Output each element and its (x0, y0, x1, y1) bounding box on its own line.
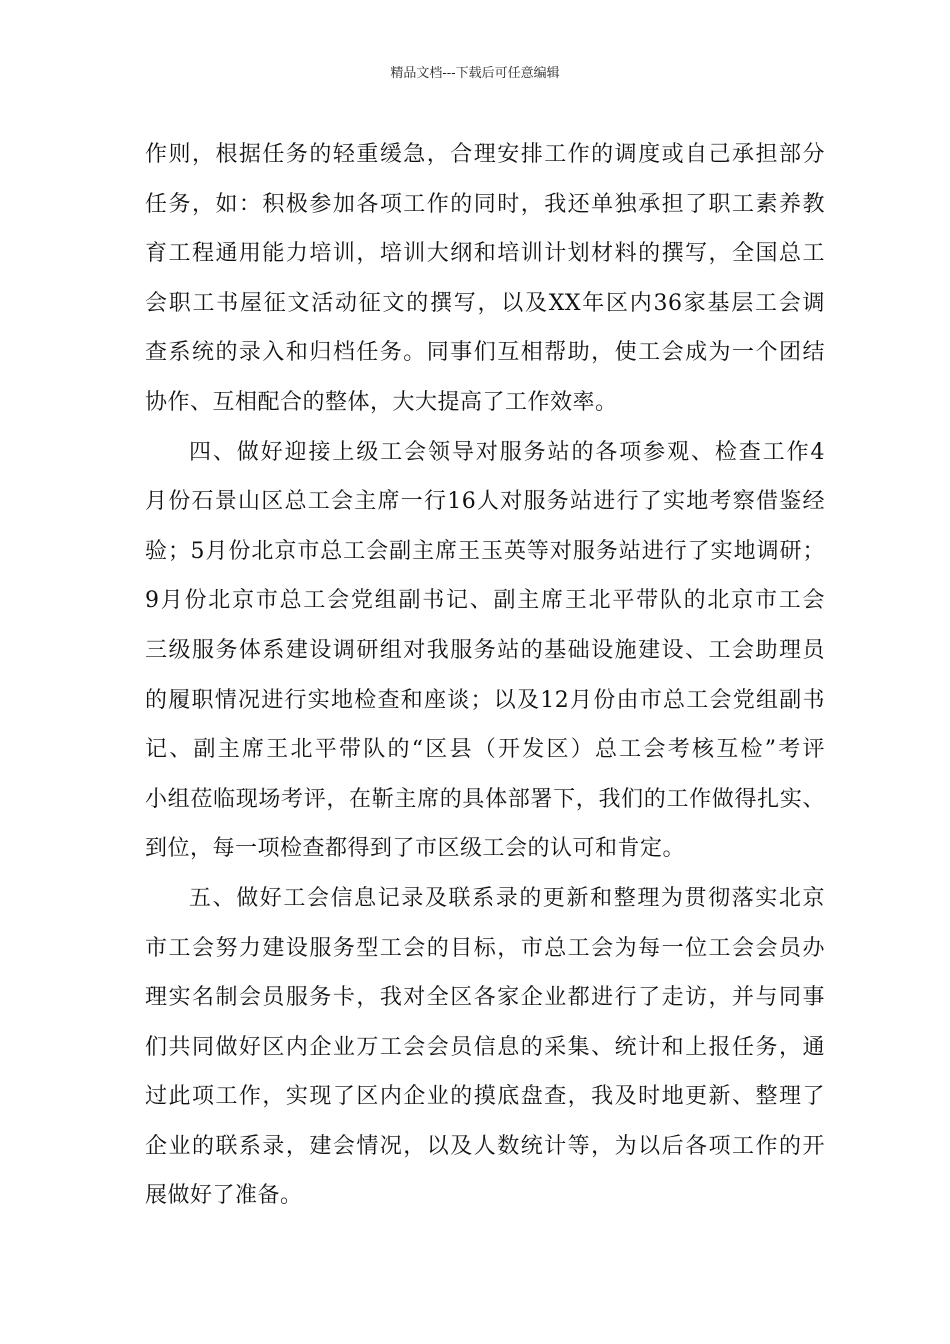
text-line: 企业的联系录，建会情况，以及人数统计等，为以后各项工作的开 (145, 1133, 825, 1159)
section-heading-line: 四、做好迎接上级工会领导对服务站的各项参观、检查工作4 (189, 439, 825, 465)
text-line: 查系统的录入和归档任务。同事们互相帮助，使工会成为一个团结 (145, 340, 825, 366)
text-line: 任务，如：积极参加各项工作的同时，我还单独承担了职工素养教 (145, 191, 825, 217)
text-line: 们共同做好区内企业万工会会员信息的采集、统计和上报任务，通 (145, 1034, 825, 1060)
text-line: 会职工书屋征文活动征文的撰写，以及XX年区内36家基层工会调 (145, 290, 825, 316)
text-line: 月份石景山区总工会主席一行16人对服务站进行了实地考察借鉴经 (145, 489, 825, 515)
text-line: 到位，每一项检查都得到了市区级工会的认可和肯定。 (145, 836, 686, 862)
text-line: 的履职情况进行实地检查和座谈；以及12月份由市总工会党组副书 (145, 687, 825, 713)
text-line: 协作、互相配合的整体，大大提高了工作效率。 (145, 389, 618, 415)
document-body (145, 130, 825, 1221)
page-header: 精品文档---下载后可任意编辑 (390, 66, 560, 81)
text-line: 三级服务体系建设调研组对我服务站的基础设施建设、工会助理员 (145, 637, 825, 663)
text-line: 9月份北京市总工会党组副书记、副主席王北平带队的北京市工会 (145, 588, 825, 614)
text-line: 小组莅临现场考评，在靳主席的具体部署下，我们的工作做得扎实、 (145, 786, 825, 812)
text-line: 理实名制会员服务卡，我对全区各家企业都进行了走访，并与同事 (145, 985, 825, 1011)
text-line: 记、副主席王北平带队的“区县（开发区）总工会考核互检”考评 (145, 737, 825, 763)
text-line: 市工会努力建设服务型工会的目标，市总工会为每一位工会会员办 (145, 935, 825, 961)
text-line: 过此项工作，实现了区内企业的摸底盘查，我及时地更新、整理了 (145, 1084, 825, 1110)
text-line: 验；5月份北京市总工会副主席王玉英等对服务站进行了实地调研； (145, 538, 825, 564)
text-line: 育工程通用能力培训，培训大纲和培训计划材料的撰写，全国总工 (145, 241, 825, 267)
section-heading-line: 五、做好工会信息记录及联系录的更新和整理为贯彻落实北京 (189, 885, 825, 911)
text-line: 作则，根据任务的轻重缓急，合理安排工作的调度或自己承担部分 (145, 142, 825, 167)
text-line: 展做好了准备。 (145, 1183, 303, 1209)
